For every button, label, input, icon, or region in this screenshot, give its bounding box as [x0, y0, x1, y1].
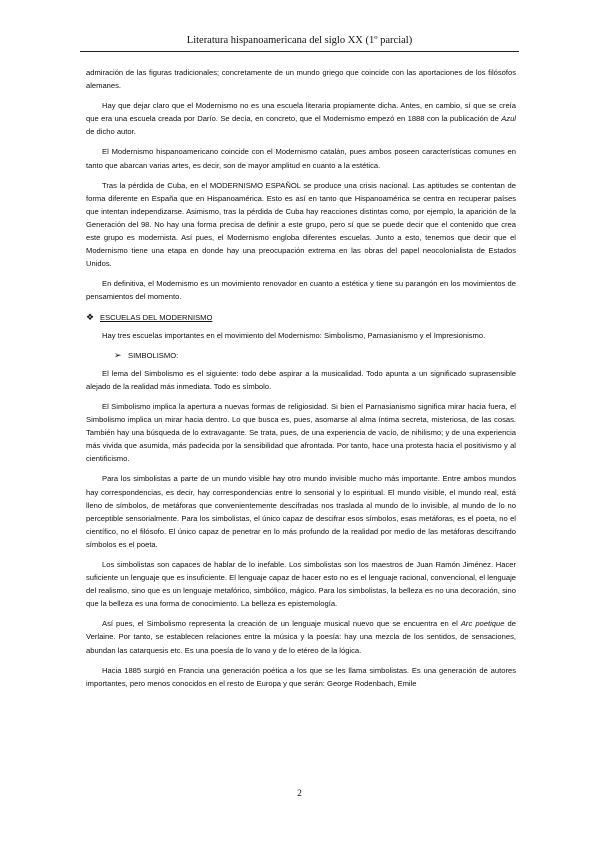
- section-heading-escuelas: [86, 311, 516, 324]
- running-header: [80, 34, 519, 52]
- paragraph-text: de dicho autor.: [86, 127, 136, 137]
- header-title: Literatura hispanoamericana del siglo XX (1º parcial): [186, 35, 413, 46]
- paragraph-modernismo-catalan: El Modernismo hispanoamericano coincide con el Modernismo catalán, pues ambos poseen características comunes en tanto que abarcan varias artes, es decir, son de mayor amplitud en cuanto a la estética.: [86, 147, 516, 170]
- page-number: 2: [297, 789, 302, 799]
- paragraph-conclusion: En definitiva, el Modernismo es un movimiento renovador en cuanto a estética y tiene su parangón en los movimientos de pensamientos del momento.: [86, 279, 516, 302]
- paragraph-generacion-1885: Hacia 1885 surgió en Francia una generación poética a los que se les llama simbolistas. Es una generación de autores importantes, pero menos conocidos en el resto de Europa y que serán: George Rodenbach, Emile: [86, 665, 516, 688]
- section-heading-text: ESCUELAS DEL MODERNISMO: [100, 312, 213, 322]
- paragraph-inefable: Los simbolistas son capaces de hablar de lo inefable. Los simbolistas son los maestros de Juan Ramón Jiménez. Hacer suficiente un lenguaje que es insuficiente. El lenguaje capaz de hacer esto no es el lenguaje racional, convencional, el lenguaje del realismo, sino que es un lenguaje metafórico, simbólico, mágico. Para los simbolistas, la belleza es no una decoración, sino que la belleza es una forma de conocimiento. La belleza es epistemología.: [86, 560, 516, 609]
- paragraph-text: de Verlaine. Por tanto, se establecen relaciones entre la música y la poesía: hay una mezcla de los sentidos, de sensaciones, abundan las catarquesis etc. Es una poesía de lo vano y de lo etéreo de la lógica.: [86, 619, 516, 655]
- diamond-bullet-icon: ❖: [86, 311, 95, 322]
- paragraph-text: Hay que dejar claro que el Modernismo no es una escuela literaria propiamente dicha. Antes, en cambio, sí que se creía que era una escuela creada por Darío. Se decía, en concreto, que el Modernismo empezó en 1888 con la publicación de: [86, 101, 516, 124]
- document-body: [86, 66, 516, 693]
- paragraph-lema-simbolismo: El lema del Simbolismo es el siguiente: todo debe aspirar a la musicalidad. Todo apunta a un significado suprasensible alejado de la realidad más inmediata. Todo es símbolo.: [86, 368, 516, 391]
- paragraph-lenguaje-musical: [86, 617, 516, 656]
- paragraph-text: Así pues, el Simbolismo representa la creación de un lenguaje musical nuevo que se encuentra en el: [102, 619, 461, 629]
- paragraph-continuation: admiración de las figuras tradicionales; concretamente de un mundo griego que coincide con las aportaciones de los filósofos alemanes.: [86, 68, 516, 91]
- work-title-arc-poetique: Arc poetique: [460, 619, 505, 629]
- paragraph-mundo-invisible: Para los simbolistas a parte de un mundo visible hay otro mundo invisible mucho más importante. Entre ambos mundos hay correspondencias, es decir, hay correspondencias entre lo sensorial y lo espiritual. El mundo visible, el mundo real, está lleno de símbolos, de metáforas que convenientemente descifradas nos traslada al mundo de lo invisible, al mundo de lo no perceptible sensorialmente. Para los simbolistas, el único capaz de descifrar esos símbolos, esas metáforas, es el poeta, no el científico, no el filósofo. El único capaz de penetrar en lo más profundo de la realidad por medio de las metáforas descifrando símbolos es el poeta.: [86, 474, 516, 549]
- subsection-heading-simbolismo: [114, 349, 516, 362]
- book-title-azul: Azul: [501, 114, 516, 124]
- subsection-heading-text: SIMBOLISMO:: [128, 350, 179, 360]
- paragraph-tres-escuelas: Hay tres escuelas importantes en el movimiento del Modernismo: Simbolismo, Parnasianismo y el Impresionismo.: [102, 330, 486, 340]
- paragraph-religiosidad: El Simbolismo implica la apertura a nuevas formas de religiosidad. Si bien el Parnasianismo significa mirar hacia fuera, el Simbolismo implica un mirar hacia dentro. Lo que busca es, pues, asomarse al alma íntima secreta, misteriosa, de las cosas. También hay una búsqueda de lo extravagante. Se trata, pues, de una experiencia de vacío, de nihilismo; y de una experiencia más vivida que asumida, más padecida por la sensibilidad que afrontada. Por tanto, hace una protesta hacia el positivismo y al cientificismo.: [86, 401, 516, 464]
- paragraph-modernismo-espanol: Tras la pérdida de Cuba, en el MODERNISMO ESPAÑOL se produce una crisis nacional. Las aptitudes se contentan de forma diferente en España que en Hispanoamérica. Esto es así en tanto que Hispanoamérica se centra en recuperar países que intentan independizarse. Asimismo, tras la pérdida de Cuba hay reacciones distintas como, por ejemplo, la aparición de la Generación del 98. No hay una forma precisa de definir a este grupo, pero sí que se puede decir que el contenido que crea este grupo es modernista. Así pues, el Modernismo engloba diferentes escuelas. Junto a esto, tenemos que decir que el Modernismo tiene una etapa en donde hay una preocupación extrema en las obras del papel neocolonialista de Estados Unidos.: [86, 180, 516, 269]
- paragraph-modernismo-escuela: [86, 99, 516, 138]
- arrow-bullet-icon: ➢: [114, 349, 122, 360]
